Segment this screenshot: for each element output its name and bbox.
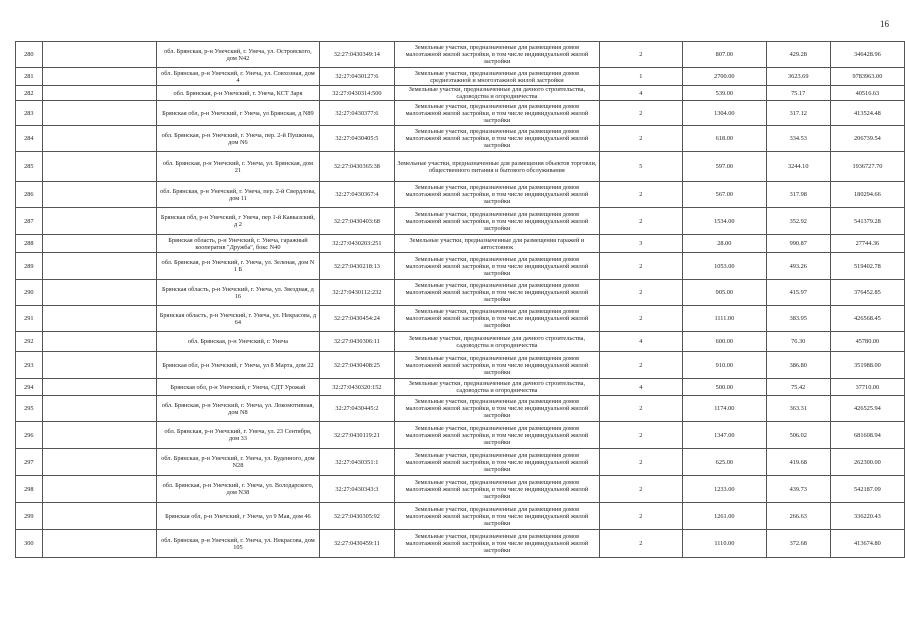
- cadastral-number-cell: 32:27:0430459:11: [319, 530, 395, 558]
- row-number: 295: [16, 396, 43, 422]
- empty-cell: [42, 379, 157, 396]
- cadastral-number-cell: 32:27:0430405:5: [319, 126, 395, 152]
- land-use-cell: Земельные участки, предназначенные для размещения домов малоэтажной жилой застройки, в том числе индивидуальной жилой застройки: [395, 476, 600, 503]
- table-row: [16, 235, 905, 253]
- cadastral-value-cell: 346428.96: [830, 42, 904, 68]
- area-cell: 618.00: [683, 126, 767, 152]
- table-row: [16, 182, 905, 208]
- row-number: 282: [16, 86, 43, 101]
- land-use-cell: Земельные участки, предназначенные для размещения домов малоэтажной жилой застройки, в том числе индивидуальной жилой застройки: [395, 449, 600, 476]
- land-use-cell: Земельные участки, предназначенные для размещения домов малоэтажной жилой застройки, в том числе индивидуальной жилой застройки: [395, 208, 600, 235]
- unit-value-cell: 415.97: [766, 280, 830, 306]
- empty-cell: [42, 208, 157, 235]
- area-cell: 1534.00: [683, 208, 767, 235]
- address-cell: обл. Брянская, р-н Унечский, г. Унеча, ул. Некрасова, дом 105: [157, 530, 319, 558]
- category-cell: 4: [599, 379, 682, 396]
- empty-cell: [42, 253, 157, 280]
- cadastral-number-cell: 32:27:0430343:3: [319, 476, 395, 503]
- cadastral-number-cell: 32:27:0430408:25: [319, 352, 395, 379]
- empty-cell: [42, 235, 157, 253]
- address-cell: Брянская обл, р-н Унечский, г Унеча, пер 1-й Кавказский, д 2: [157, 208, 319, 235]
- area-cell: 1110.00: [683, 530, 767, 558]
- land-use-cell: Земельные участки, предназначенные для размещения домов малоэтажной жилой застройки, в том числе индивидуальной жилой застройки: [395, 352, 600, 379]
- row-number: 300: [16, 530, 43, 558]
- empty-cell: [42, 182, 157, 208]
- cadastral-value-cell: 37710.00: [830, 379, 904, 396]
- table-row: [16, 42, 905, 68]
- land-plot-table: [15, 41, 905, 558]
- land-use-cell: Земельные участки, предназначенные для размещения объектов торговли, общественного питания и бытового обслуживания: [395, 152, 600, 182]
- area-cell: 910.00: [683, 352, 767, 379]
- table-row: [16, 152, 905, 182]
- category-cell: 2: [599, 396, 682, 422]
- land-use-cell: Земельные участки, предназначенные для дачного строительства, садоводства и огородничества: [395, 332, 600, 352]
- address-cell: Брянская обл, р-н Унечский, г Унеча, ул 9 Мая, дом 46: [157, 503, 319, 530]
- unit-value-cell: 386.80: [766, 352, 830, 379]
- cadastral-number-cell: 32:27:0430218:13: [319, 253, 395, 280]
- area-cell: 1111.00: [683, 306, 767, 332]
- address-cell: обл. Брянская, р-н Унечский, г. Унеча: [157, 332, 319, 352]
- unit-value-cell: 419.68: [766, 449, 830, 476]
- empty-cell: [42, 422, 157, 449]
- empty-cell: [42, 86, 157, 101]
- empty-cell: [42, 101, 157, 126]
- row-number: 280: [16, 42, 43, 68]
- empty-cell: [42, 449, 157, 476]
- address-cell: обл. Брянская, р-н Унечский, г. Унеча, пер. 2-й Пушкина, дом N6: [157, 126, 319, 152]
- area-cell: 807.00: [683, 42, 767, 68]
- category-cell: 2: [599, 306, 682, 332]
- unit-value-cell: 439.73: [766, 476, 830, 503]
- address-cell: обл. Брянская, р-н Унечский, г. Унеча, ул. Островского, дом N42: [157, 42, 319, 68]
- category-cell: 2: [599, 126, 682, 152]
- table-row: [16, 68, 905, 86]
- land-use-cell: Земельные участки, предназначенные для размещения домов малоэтажной жилой застройки, в том числе индивидуальной жилой застройки: [395, 422, 600, 449]
- cadastral-number-cell: 32:27:0430367:4: [319, 182, 395, 208]
- table-row: [16, 379, 905, 396]
- cadastral-number-cell: 32:27:0430445:2: [319, 396, 395, 422]
- cadastral-number-cell: 32:27:0430403:68: [319, 208, 395, 235]
- cadastral-number-cell: 32:27:0430454:24: [319, 306, 395, 332]
- cadastral-value-cell: 27744.36: [830, 235, 904, 253]
- row-number: 296: [16, 422, 43, 449]
- row-number: 281: [16, 68, 43, 86]
- address-cell: Брянская область, р-н Унечский, г. Унеча, ул. Некрасова, д 64: [157, 306, 319, 332]
- address-cell: Брянская область, р-н Унечский, г. Унеча, ул. Звездная, д 16: [157, 280, 319, 306]
- area-cell: 567.00: [683, 182, 767, 208]
- row-number: 287: [16, 208, 43, 235]
- land-use-cell: Земельные участки, предназначенные для размещения домов среднеэтажной и многоэтажной жилой застройки: [395, 68, 600, 86]
- empty-cell: [42, 352, 157, 379]
- cadastral-value-cell: 426568.45: [830, 306, 904, 332]
- cadastral-number-cell: 32:27:0430119:21: [319, 422, 395, 449]
- land-use-cell: Земельные участки, предназначенные для дачного строительства, садоводства и огородничества: [395, 86, 600, 101]
- area-cell: 905.00: [683, 280, 767, 306]
- unit-value-cell: 429.28: [766, 42, 830, 68]
- address-cell: обл. Брянская, р-н Унечский, г. Унеча, ул. 23 Сентября, дом 33: [157, 422, 319, 449]
- row-number: 293: [16, 352, 43, 379]
- cadastral-value-cell: 9783963.00: [830, 68, 904, 86]
- address-cell: обл. Брянская, р-н Унечский, г. Унеча, пер. 2-й Свердлова, дом 11: [157, 182, 319, 208]
- category-cell: 2: [599, 530, 682, 558]
- land-use-cell: Земельные участки, предназначенные для размещения домов малоэтажной жилой застройки, в том числе индивидуальной жилой застройки: [395, 253, 600, 280]
- page-number: 16: [880, 19, 889, 29]
- cadastral-value-cell: 180294.66: [830, 182, 904, 208]
- cadastral-number-cell: 32:27:0430320:152: [319, 379, 395, 396]
- table-row: [16, 86, 905, 101]
- row-number: 290: [16, 280, 43, 306]
- category-cell: 2: [599, 101, 682, 126]
- cadastral-value-cell: 376452.85: [830, 280, 904, 306]
- row-number: 285: [16, 152, 43, 182]
- empty-cell: [42, 152, 157, 182]
- category-cell: 3: [599, 235, 682, 253]
- cadastral-value-cell: 681608.94: [830, 422, 904, 449]
- row-number: 294: [16, 379, 43, 396]
- cadastral-number-cell: 32:27:0430314:500: [319, 86, 395, 101]
- cadastral-number-cell: 32:27:0430305:92: [319, 503, 395, 530]
- cadastral-value-cell: 413674.80: [830, 530, 904, 558]
- land-use-cell: Земельные участки, предназначенные для размещения домов малоэтажной жилой застройки, в том числе индивидуальной жилой застройки: [395, 503, 600, 530]
- address-cell: Брянская обл, р-н Унечский, г Унеча, ул Брянская, д N89: [157, 101, 319, 126]
- empty-cell: [42, 280, 157, 306]
- category-cell: 2: [599, 449, 682, 476]
- area-cell: 1304.00: [683, 101, 767, 126]
- unit-value-cell: 372.68: [766, 530, 830, 558]
- category-cell: 5: [599, 152, 682, 182]
- table-row: [16, 332, 905, 352]
- address-cell: обл. Брянская, р-н Унечский, г. Унеча, ул. Локомотивная, дом N8: [157, 396, 319, 422]
- empty-cell: [42, 42, 157, 68]
- land-use-cell: Земельные участки, предназначенные для размещения домов малоэтажной жилой застройки, в том числе индивидуальной жилой застройки: [395, 101, 600, 126]
- area-cell: 1174.00: [683, 396, 767, 422]
- table-row: [16, 530, 905, 558]
- table-row: [16, 101, 905, 126]
- land-use-cell: Земельные участки, предназначенные для размещения домов малоэтажной жилой застройки, в том числе индивидуальной жилой застройки: [395, 530, 600, 558]
- cadastral-value-cell: 519402.78: [830, 253, 904, 280]
- empty-cell: [42, 530, 157, 558]
- category-cell: 4: [599, 86, 682, 101]
- area-cell: 1347.00: [683, 422, 767, 449]
- area-cell: 597.00: [683, 152, 767, 182]
- empty-cell: [42, 476, 157, 503]
- cadastral-number-cell: 32:27:0430306:11: [319, 332, 395, 352]
- table-row: [16, 449, 905, 476]
- row-number: 289: [16, 253, 43, 280]
- row-number: 284: [16, 126, 43, 152]
- table-row: [16, 352, 905, 379]
- area-cell: 625.00: [683, 449, 767, 476]
- area-cell: 28.00: [683, 235, 767, 253]
- category-cell: 2: [599, 352, 682, 379]
- unit-value-cell: 3623.69: [766, 68, 830, 86]
- cadastral-number-cell: 32:27:0430349:14: [319, 42, 395, 68]
- cadastral-value-cell: 336220.43: [830, 503, 904, 530]
- row-number: 283: [16, 101, 43, 126]
- cadastral-value-cell: 542187.09: [830, 476, 904, 503]
- area-cell: 600.00: [683, 332, 767, 352]
- row-number: 299: [16, 503, 43, 530]
- category-cell: 2: [599, 422, 682, 449]
- row-number: 288: [16, 235, 43, 253]
- land-use-cell: Земельные участки, предназначенные для размещения домов малоэтажной жилой застройки, в том числе индивидуальной жилой застройки: [395, 126, 600, 152]
- table-row: [16, 396, 905, 422]
- unit-value-cell: 363.31: [766, 396, 830, 422]
- table-row: [16, 503, 905, 530]
- address-cell: обл. Брянская, р-н Унечский, г. Унеча, ул. Брянская, дом 21: [157, 152, 319, 182]
- table-row: [16, 126, 905, 152]
- area-cell: 1233.00: [683, 476, 767, 503]
- land-use-cell: Земельные участки, предназначенные для размещения домов малоэтажной жилой застройки, в том числе индивидуальной жилой застройки: [395, 182, 600, 208]
- category-cell: 1: [599, 68, 682, 86]
- land-use-cell: Земельные участки, предназначенные для размещения домов малоэтажной жилой застройки, в том числе индивидуальной жилой застройки: [395, 280, 600, 306]
- area-cell: 2700.00: [683, 68, 767, 86]
- address-cell: обл. Брянская, р-н Унечский, г. Унеча, КСТ Заря: [157, 86, 319, 101]
- area-cell: 1053.00: [683, 253, 767, 280]
- unit-value-cell: 76.30: [766, 332, 830, 352]
- table-row: [16, 476, 905, 503]
- category-cell: 2: [599, 208, 682, 235]
- land-use-cell: Земельные участки, предназначенные для размещения гаражей и автостоянок: [395, 235, 600, 253]
- unit-value-cell: 317.12: [766, 101, 830, 126]
- table-row: [16, 422, 905, 449]
- empty-cell: [42, 332, 157, 352]
- empty-cell: [42, 126, 157, 152]
- unit-value-cell: 75.42: [766, 379, 830, 396]
- cadastral-value-cell: 351988.00: [830, 352, 904, 379]
- cadastral-value-cell: 206739.54: [830, 126, 904, 152]
- area-cell: 1261.00: [683, 503, 767, 530]
- table-body: [16, 42, 905, 558]
- row-number: 298: [16, 476, 43, 503]
- row-number: 292: [16, 332, 43, 352]
- land-use-cell: Земельные участки, предназначенные для дачного строительства, садоводства и огородничества: [395, 379, 600, 396]
- cadastral-value-cell: 1936727.70: [830, 152, 904, 182]
- unit-value-cell: 75.17: [766, 86, 830, 101]
- row-number: 297: [16, 449, 43, 476]
- land-use-cell: Земельные участки, предназначенные для размещения домов малоэтажной жилой застройки, в том числе индивидуальной жилой застройки: [395, 396, 600, 422]
- unit-value-cell: 317.98: [766, 182, 830, 208]
- table-row: [16, 306, 905, 332]
- address-cell: обл. Брянская, р-н Унечский, г. Унеча, ул. Зеленая, дом N 1 Б: [157, 253, 319, 280]
- row-number: 291: [16, 306, 43, 332]
- unit-value-cell: 352.92: [766, 208, 830, 235]
- cadastral-number-cell: 32:27:0430377:6: [319, 101, 395, 126]
- area-cell: 539.00: [683, 86, 767, 101]
- table-row: [16, 208, 905, 235]
- table-row: [16, 253, 905, 280]
- unit-value-cell: 493.26: [766, 253, 830, 280]
- cadastral-number-cell: 32:27:0430203:251: [319, 235, 395, 253]
- row-number: 286: [16, 182, 43, 208]
- unit-value-cell: 3244.10: [766, 152, 830, 182]
- cadastral-value-cell: 45780.00: [830, 332, 904, 352]
- cadastral-value-cell: 413524.48: [830, 101, 904, 126]
- cadastral-value-cell: 262300.00: [830, 449, 904, 476]
- category-cell: 2: [599, 253, 682, 280]
- category-cell: 2: [599, 503, 682, 530]
- unit-value-cell: 990.87: [766, 235, 830, 253]
- unit-value-cell: 506.02: [766, 422, 830, 449]
- category-cell: 2: [599, 182, 682, 208]
- land-use-cell: Земельные участки, предназначенные для размещения домов малоэтажной жилой застройки, в том числе индивидуальной жилой застройки: [395, 306, 600, 332]
- address-cell: Брянская обл, р-н Унечский, г Унеча, СДТ Урожай: [157, 379, 319, 396]
- cadastral-value-cell: 40516.63: [830, 86, 904, 101]
- unit-value-cell: 383.95: [766, 306, 830, 332]
- table-row: [16, 280, 905, 306]
- unit-value-cell: 334.53: [766, 126, 830, 152]
- cadastral-number-cell: 32:27:0430127:6: [319, 68, 395, 86]
- cadastral-value-cell: 426525.94: [830, 396, 904, 422]
- empty-cell: [42, 306, 157, 332]
- empty-cell: [42, 68, 157, 86]
- address-cell: Брянская область, р-н Унечский, г. Унеча, гаражный кооператив "Дружба", бокс N40: [157, 235, 319, 253]
- category-cell: 4: [599, 332, 682, 352]
- address-cell: обл. Брянская, р-н Унечский, г. Унеча, ул. Володарского, дом N38: [157, 476, 319, 503]
- cadastral-value-cell: 541379.28: [830, 208, 904, 235]
- category-cell: 2: [599, 42, 682, 68]
- category-cell: 2: [599, 280, 682, 306]
- area-cell: 500.00: [683, 379, 767, 396]
- empty-cell: [42, 503, 157, 530]
- land-use-cell: Земельные участки, предназначенные для размещения домов малоэтажной жилой застройки, в том числе индивидуальной жилой застройки: [395, 42, 600, 68]
- cadastral-number-cell: 32:27:0430112:232: [319, 280, 395, 306]
- cadastral-number-cell: 32:27:0430351:1: [319, 449, 395, 476]
- address-cell: обл. Брянская, р-н Унечский, г. Унеча, ул. Совхозная, дом 4: [157, 68, 319, 86]
- cadastral-number-cell: 32:27:0430365:38: [319, 152, 395, 182]
- unit-value-cell: 266.63: [766, 503, 830, 530]
- address-cell: Брянская обл, р-н Унечский, г Унеча, ул 8 Марта, дом 22: [157, 352, 319, 379]
- category-cell: 2: [599, 476, 682, 503]
- address-cell: обл. Брянская, р-н Унечский, г. Унеча, ул. Буденного, дом N28: [157, 449, 319, 476]
- empty-cell: [42, 396, 157, 422]
